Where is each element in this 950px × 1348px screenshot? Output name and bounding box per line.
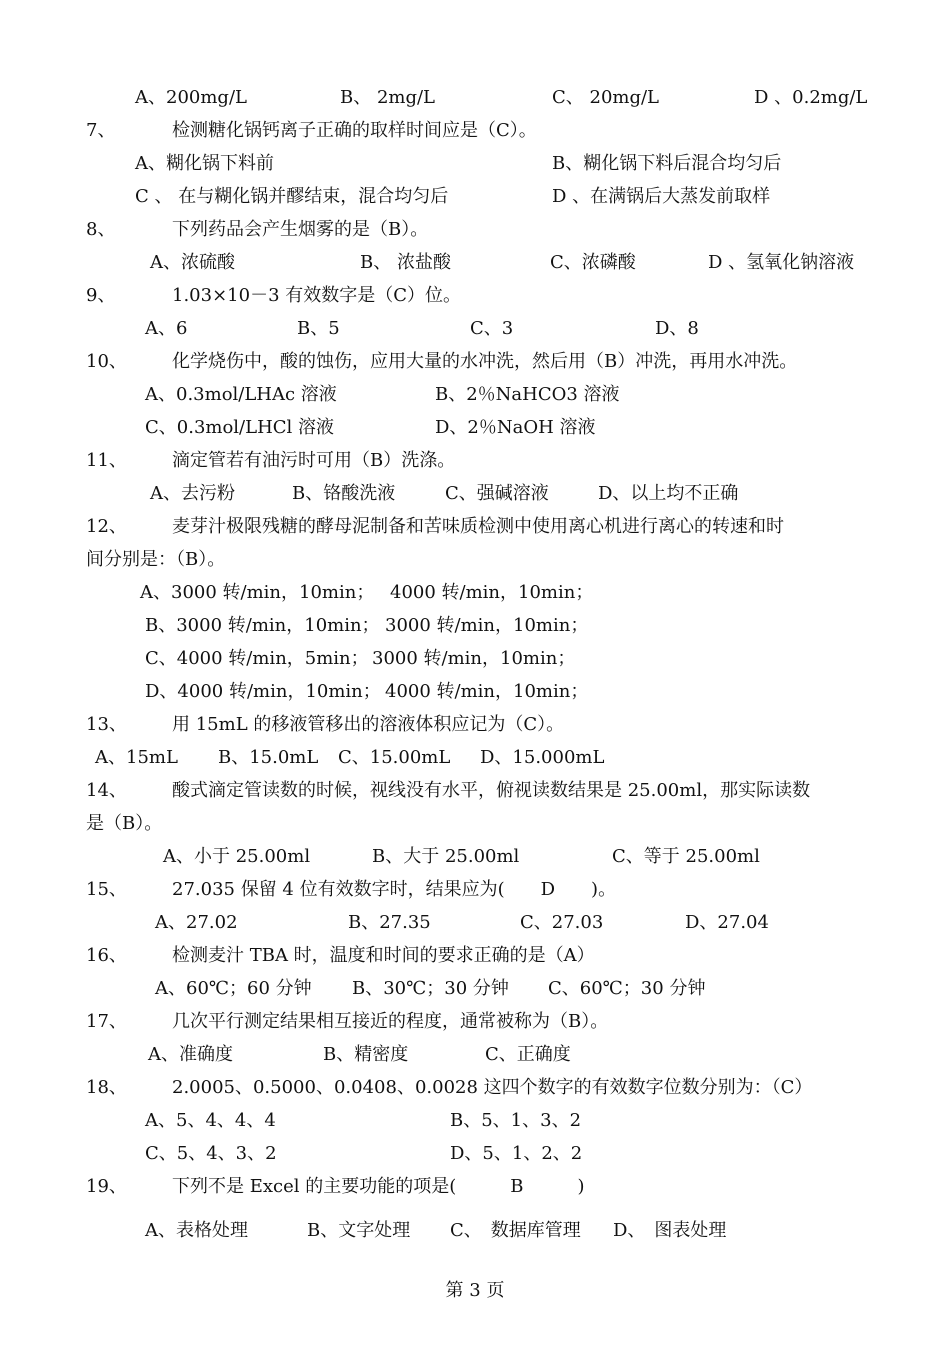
text-line: C、0.3mol/LHCl 溶液 [145, 417, 335, 438]
text-line: D、2％NaOH 溶液 [435, 417, 596, 438]
question-number: 13、 [86, 714, 127, 735]
text-line: 下列药品会产生烟雾的是（B）。 [172, 219, 429, 240]
page-number: 第 3 页 [445, 1280, 505, 1301]
text-line: 27.035 保留 4 位有效数字时，结果应为( D )。 [172, 879, 617, 900]
text-line: A、小于 25.00ml [163, 846, 311, 867]
text-line: 4000 转/min，10min； [390, 582, 594, 603]
question-number: 7、 [86, 120, 116, 141]
text-line: D、以上均不正确 [598, 483, 739, 504]
text-line: 用 15mL 的移液管移出的溶液体积应记为（C）。 [172, 714, 565, 735]
question-number: 10、 [86, 351, 127, 372]
text-line: 下列不是 Excel 的主要功能的项是( B ) [172, 1176, 585, 1197]
question-number: 17、 [86, 1011, 127, 1032]
text-line: D、5、1、2、2 [450, 1143, 583, 1164]
text-line: 2.0005、0.5000、0.0408、0.0028 这四个数字的有效数字位数分别为：（C） [172, 1077, 813, 1098]
text-line: A、5、4、4、4 [145, 1110, 276, 1131]
text-line: B、精密度 [323, 1044, 409, 1065]
text-line: B、 浓盐酸 [360, 252, 451, 273]
text-line: C、5、4、3、2 [145, 1143, 277, 1164]
text-line: C、浓磷酸 [550, 252, 636, 273]
text-line: A、27.02 [155, 912, 238, 933]
question-number: 8、 [86, 219, 116, 240]
text-line: A、15mL [95, 747, 178, 768]
text-line: C、 数据库管理 [450, 1220, 581, 1241]
text-line: B、15.0mL [218, 747, 319, 768]
question-number: 11、 [86, 450, 127, 471]
text-line: B、大于 25.00ml [372, 846, 520, 867]
text-line: A、准确度 [148, 1044, 233, 1065]
text-line: 3000 转/min，10min； [385, 615, 589, 636]
text-line: 检测糖化锅钙离子正确的取样时间应是（C）。 [172, 120, 537, 141]
text-line: D、4000 转/min，10min； [145, 681, 381, 702]
question-number: 9、 [86, 285, 116, 306]
text-line: A、60℃；60 分钟 [155, 978, 312, 999]
question-number: 12、 [86, 516, 127, 537]
text-line: 3000 转/min，10min； [372, 648, 576, 669]
text-line: C、强碱溶液 [445, 483, 549, 504]
text-line: C、27.03 [520, 912, 604, 933]
text-line: 几次平行测定结果相互接近的程度，通常被称为（B）。 [172, 1011, 609, 1032]
text-line: A、浓硫酸 [150, 252, 235, 273]
text-line: A、糊化锅下料前 [135, 153, 274, 174]
text-line: A、表格处理 [145, 1220, 248, 1241]
text-line: 4000 转/min，10min； [385, 681, 589, 702]
text-line: C、等于 25.00ml [612, 846, 760, 867]
text-line: B、文字处理 [307, 1220, 411, 1241]
text-line: D 、在满锅后大蒸发前取样 [552, 186, 771, 207]
text-line: C、60℃；30 分钟 [548, 978, 706, 999]
text-line: A、6 [145, 318, 188, 339]
question-number: 15、 [86, 879, 127, 900]
text-line: B、30℃；30 分钟 [352, 978, 509, 999]
text-line: B、2％NaHCO3 溶液 [435, 384, 620, 405]
text-line: C 、 在与糊化锅并醪结束，混合均匀后 [135, 186, 449, 207]
text-line: C、正确度 [485, 1044, 571, 1065]
text-line: 滴定管若有油污时可用（B）洗涤。 [172, 450, 456, 471]
text-line: 麦芽汁极限残糖的酵母泥制备和苦味质检测中使用离心机进行离心的转速和时 [172, 516, 784, 537]
text-line: C、15.00mL [338, 747, 451, 768]
text-line: A、3000 转/min，10min； [140, 582, 375, 603]
text-line: C、4000 转/min，5min； [145, 648, 369, 669]
text-line: B、铬酸洗液 [292, 483, 396, 504]
text-line: B、5、1、3、2 [450, 1110, 582, 1131]
text-line: A、去污粉 [150, 483, 235, 504]
text-line: A、200mg/L [135, 87, 247, 108]
question-number: 14、 [86, 780, 127, 801]
text-line: D、 图表处理 [613, 1220, 727, 1241]
text-line: B、3000 转/min，10min； [145, 615, 380, 636]
text-line: B、5 [297, 318, 340, 339]
text-line: B、糊化锅下料后混合均匀后 [552, 153, 782, 174]
text-line: 是（B）。 [86, 813, 163, 834]
text-line: C、3 [470, 318, 514, 339]
text-line: A、0.3mol/LHAc 溶液 [145, 384, 337, 405]
text-line: D、8 [655, 318, 699, 339]
text-line: 1.03×10－3 有效数字是（C）位。 [172, 285, 462, 306]
text-line: 酸式滴定管读数的时候，视线没有水平，俯视读数结果是 25.00ml，那实际读数 [172, 780, 811, 801]
question-number: 19、 [86, 1176, 127, 1197]
text-line: D 、0.2mg/L [754, 87, 868, 108]
question-number: 18、 [86, 1077, 127, 1098]
text-line: 化学烧伤中，酸的蚀伤，应用大量的水冲洗，然后用（B）冲洗，再用水冲洗。 [172, 351, 798, 372]
text-line: B、 2mg/L [340, 87, 436, 108]
text-line: C、 20mg/L [552, 87, 660, 108]
text-line: D 、氢氧化钠溶液 [708, 252, 855, 273]
text-line: B、27.35 [348, 912, 431, 933]
text-line: D、15.000mL [480, 747, 605, 768]
question-number: 16、 [86, 945, 127, 966]
text-line: 间分别是：（B）。 [86, 549, 226, 570]
text-line: 检测麦汁 TBA 时，温度和时间的要求正确的是（A） [172, 945, 595, 966]
text-line: D、27.04 [685, 912, 769, 933]
